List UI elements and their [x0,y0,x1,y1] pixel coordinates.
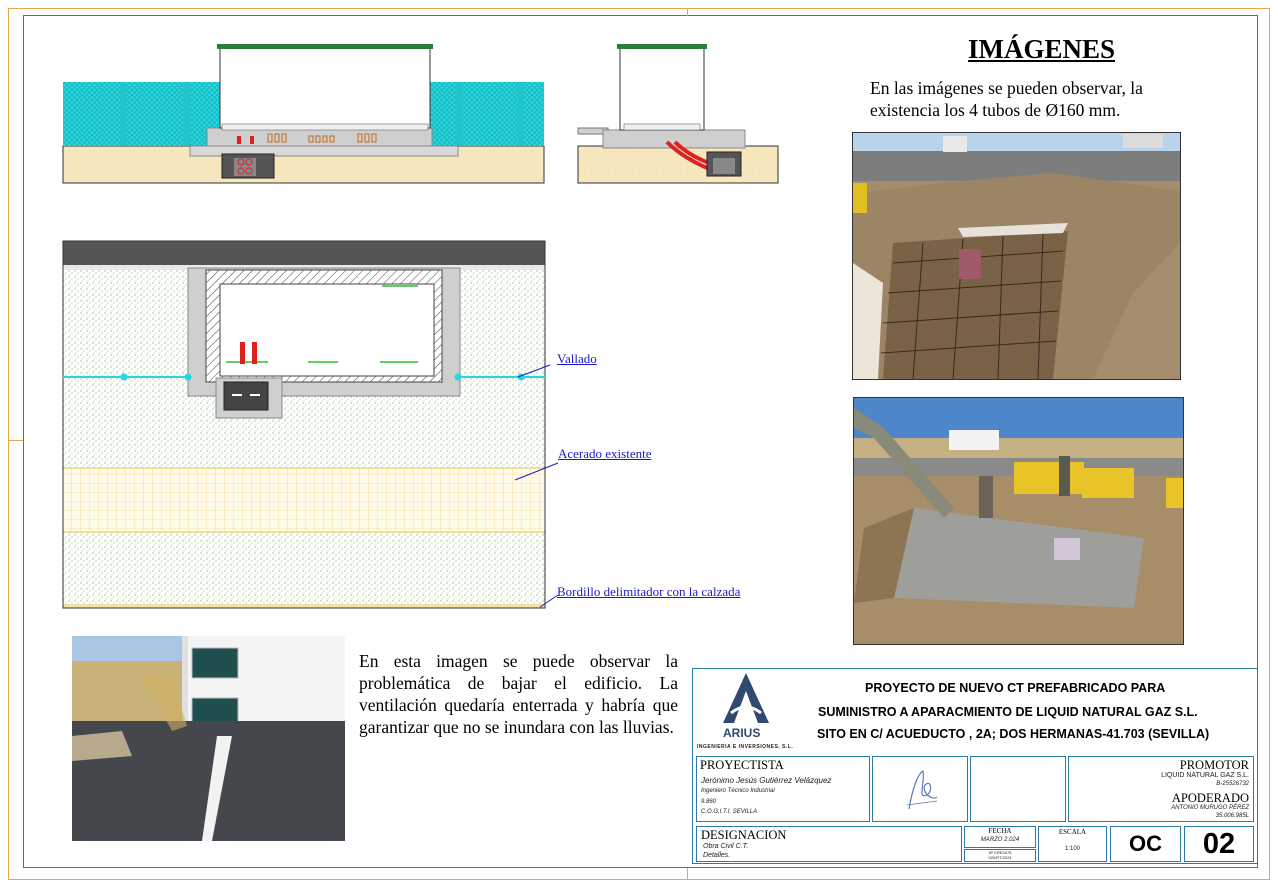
logo-subtext: INGENIERIA E INVERSIONES, S.L. [697,744,794,750]
escala-value: 1:100 [1064,846,1080,852]
photo-excavation-rebar [852,132,1181,380]
project-line-2: SUMINISTRO A APARACMIENTO DE LIQUID NATURAL GAZ S.L. [818,705,1198,719]
sheet-number: 02 [1202,828,1236,860]
fecha-cell [964,826,1036,848]
reference-line-1: Nº CRE2475 [988,850,1012,855]
promotor-label: PROMOTOR [1179,758,1249,772]
reference-cell [964,849,1036,862]
designacion-line-2: Detalles. [703,852,731,859]
sheet-cell [1184,826,1254,862]
promotor-name: LIQUID NATURAL GAZ S.L. [1161,772,1249,779]
proyectista-number: 9.860 [701,799,717,805]
fecha-value: MARZO 2.024 [980,837,1020,843]
apoderado-label: APODERADO [1171,791,1249,805]
center-tick-bottom [687,868,688,880]
photo-concrete-pouring [853,397,1184,645]
escala-cell [1038,826,1107,862]
reference-line-2: 020/RT/2024 [988,855,1012,860]
page-title: IMÁGENES [968,34,1116,64]
center-tick-left [8,440,23,441]
arius-logo-icon [721,673,771,725]
title-block [692,668,1258,864]
apoderado-dni: 35.006.985L [1215,813,1249,819]
apoderado-name: ANTONIO MURUGO PÉREZ [1171,805,1249,811]
blank-cell [970,756,1066,822]
proyectista-name: Jerónimo Jesús Gutiérrez Velázquez [701,776,832,785]
promotor-cell [1068,756,1254,822]
center-tick-top [687,8,688,16]
logo-text: ARIUS [723,726,761,740]
proyectista-title: Ingeniero Técnico Industrial [701,788,775,794]
photo-explanation-paragraph: En esta imagen se puede observar la problemática de bajar el edificio. La ventilación quedaría enterrada y habría que garantizar que no se inundara con las lluvias. [359,651,678,737]
elevation-section-side [577,40,779,185]
label-bordillo: Bordillo delimitador con la calzada [557,584,741,599]
signature-cell [872,756,968,822]
promotor-cif: B-25526732 [1216,781,1249,787]
label-vallado: Vallado [557,351,597,366]
label-leader-lines [510,355,570,615]
designacion-label: DESIGNACION [701,828,787,842]
project-line-3: SITO EN C/ ACUEDUCTO , 2A; DOS HERMANAS-41.703 (SEVILLA) [817,727,1210,741]
fecha-label: FECHA [988,827,1012,835]
designacion-cell [696,826,962,862]
drawing-code: OC [1129,831,1162,856]
project-line-1: PROYECTO DE NUEVO CT PREFABRICADO PARA [865,681,1166,695]
elevation-section-front [62,40,546,185]
proyectista-cell [696,756,870,822]
plan-view-drawing [62,240,546,610]
escala-label: ESCALA [1058,828,1087,836]
code-cell [1110,826,1181,862]
signature-icon [903,765,939,815]
proyectista-college: C.O.G.I.T.I. SEVILLA [701,809,758,815]
intro-text: En las imágenes se pueden observar, la existencia los 4 tubos de Ø160 mm. [870,78,1143,120]
designacion-line-1: Obra Civil C.T. [703,843,749,850]
photo-building-ventilation [72,636,345,841]
label-acerado-existente: Acerado existente [558,446,652,461]
proyectista-label: PROYECTISTA [700,758,784,772]
